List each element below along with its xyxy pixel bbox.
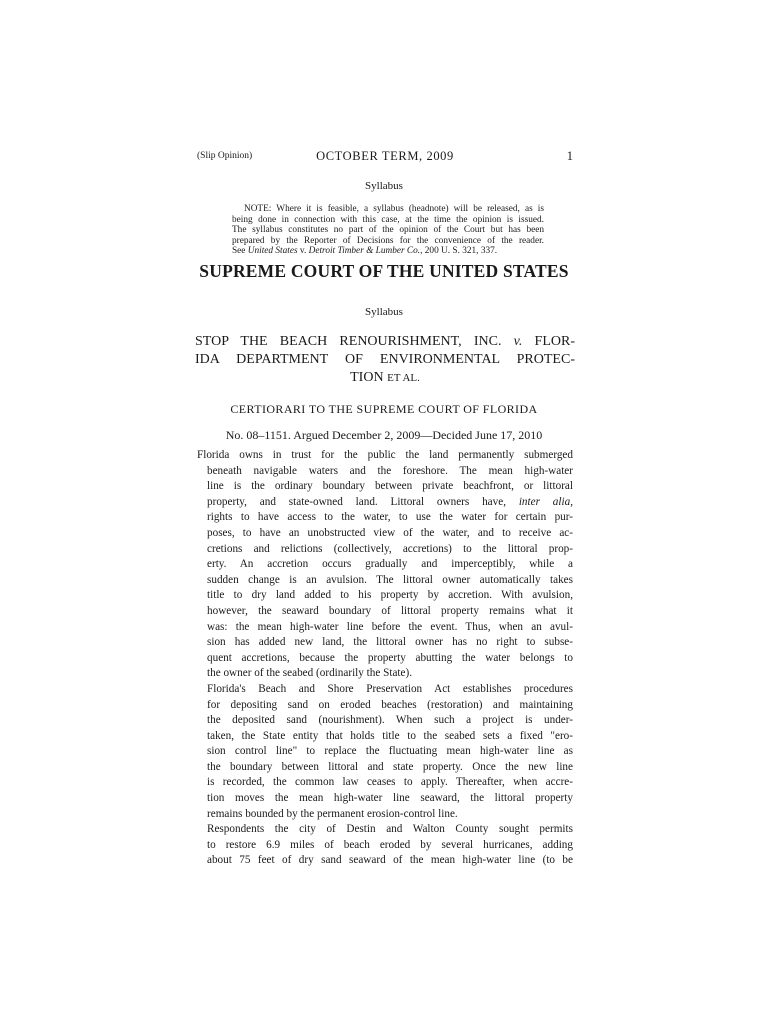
body-line: to restore 6.9 miles of beach eroded by several hurricanes, adding	[207, 838, 573, 851]
note-citation-versus: v.	[297, 246, 309, 256]
body-line: rights to have access to the water, to use the water for certain pur-	[207, 511, 573, 524]
body-line: title to dry land added to his property by accretion. With avulsion,	[207, 589, 573, 602]
body-line: quent accretions, because the property abutting the water belongs to	[207, 651, 573, 664]
caption-petitioner: STOP THE BEACH RENOURISHMENT, INC.	[195, 334, 514, 349]
body-line: the owner of the seabed (ordinarily the State).	[207, 667, 413, 680]
caption-versus: v.	[513, 334, 523, 349]
caption-line	[195, 333, 575, 351]
body-line: taken, the State entity that holds title to the seabed sets a fixed "ero-	[207, 729, 573, 742]
body-line: is recorded, the common law ceases to apply. Thereafter, when accre-	[207, 776, 573, 789]
body-text: property, and state-owned land. Littoral owners have,	[207, 495, 519, 508]
body-line: Florida's Beach and Shore Preservation Act establishes procedures	[207, 682, 573, 695]
certiorari-line: CERTIORARI TO THE SUPREME COURT OF FLORIDA	[230, 402, 538, 416]
page-number: 1	[566, 149, 573, 163]
note-citation-prefix: See	[232, 246, 248, 256]
syllabus-heading-top: Syllabus	[365, 180, 403, 192]
slip-opinion-label: (Slip Opinion)	[197, 151, 253, 161]
note-citation-respondent: Detroit Timber & Lumber Co.	[308, 246, 421, 256]
body-line: tion moves the mean high-water line seaward, the littoral property	[207, 792, 573, 805]
note-citation-reporter: , 200 U. S. 321, 337.	[420, 246, 498, 256]
body-line: the boundary between littoral and state property. Once the new line	[207, 760, 573, 773]
body-line: poses, to have an unobstructed view of the water, and to receive ac-	[207, 526, 573, 539]
body-italic-inter-alia: inter alia	[518, 495, 571, 508]
caption-et-al: ET AL.	[387, 372, 420, 384]
body-line: erty. An accretion occurs gradually and imperceptibly, while a	[207, 558, 573, 571]
body-line: was: the mean high-water line before the event. Thus, when an avul-	[207, 620, 573, 633]
body-line: the deposited sand (nourishment). When such a project is under-	[207, 714, 573, 727]
body-line: remains bounded by the permanent erosion-control line.	[207, 807, 458, 820]
note-line: being done in connection with this case, at the time the opinion is issued.	[232, 214, 544, 225]
body-line	[197, 495, 573, 511]
syllabus-body	[197, 448, 573, 869]
caption-line: IDA DEPARTMENT OF ENVIRONMENTAL PROTEC-	[195, 352, 575, 367]
body-text: ,	[570, 495, 573, 508]
body-line: Florida owns in trust for the public the land permanently submerged	[197, 449, 573, 461]
body-line: sion has added new land, the littoral owner has no right to subse-	[207, 636, 573, 649]
body-line: about 75 feet of dry sand seaward of the mean high-water line (to be	[207, 854, 573, 867]
body-line: sudden change is an avulsion. The littoral owner automatically takes	[207, 573, 573, 586]
running-header	[197, 149, 573, 165]
body-line: line is the ordinary boundary between private beachfront, or littoral	[207, 480, 573, 493]
term-label: OCTOBER TERM, 2009	[316, 149, 454, 163]
body-line: Respondents the city of Destin and Walton County sought permits	[207, 823, 573, 836]
body-line: for depositing sand on eroded beaches (restoration) and maintaining	[207, 698, 573, 711]
docket-line: No. 08–1151. Argued December 2, 2009—Decided June 17, 2010	[225, 428, 543, 442]
syllabus-heading: Syllabus	[365, 306, 403, 318]
case-caption	[195, 333, 575, 387]
body-line: however, the seaward boundary of littoral property remains what it	[207, 604, 573, 617]
note-citation-party: United States	[247, 246, 298, 256]
caption-respondent-end: TION	[350, 370, 388, 385]
caption-line	[195, 369, 575, 387]
note-line	[232, 246, 544, 257]
note-line: The syllabus constitutes no part of the opinion of the Court but has been	[232, 225, 544, 235]
body-line: beneath navigable waters and the foreshore. The mean high-water	[207, 464, 573, 477]
note-line: prepared by the Reporter of Decisions for the convenience of the reader.	[232, 235, 544, 246]
syllabus-note	[232, 204, 544, 257]
court-title: SUPREME COURT OF THE UNITED STATES	[199, 261, 569, 281]
note-line: NOTE: Where it is feasible, a syllabus (headnote) will be released, as is	[244, 204, 544, 214]
body-line: sion control line" to replace the fluctuating mean high-water line as	[207, 745, 573, 758]
caption-respondent-start: FLOR-	[522, 334, 575, 349]
body-line: cretions and relictions (collectively, accretions) to the littoral prop-	[207, 542, 573, 555]
